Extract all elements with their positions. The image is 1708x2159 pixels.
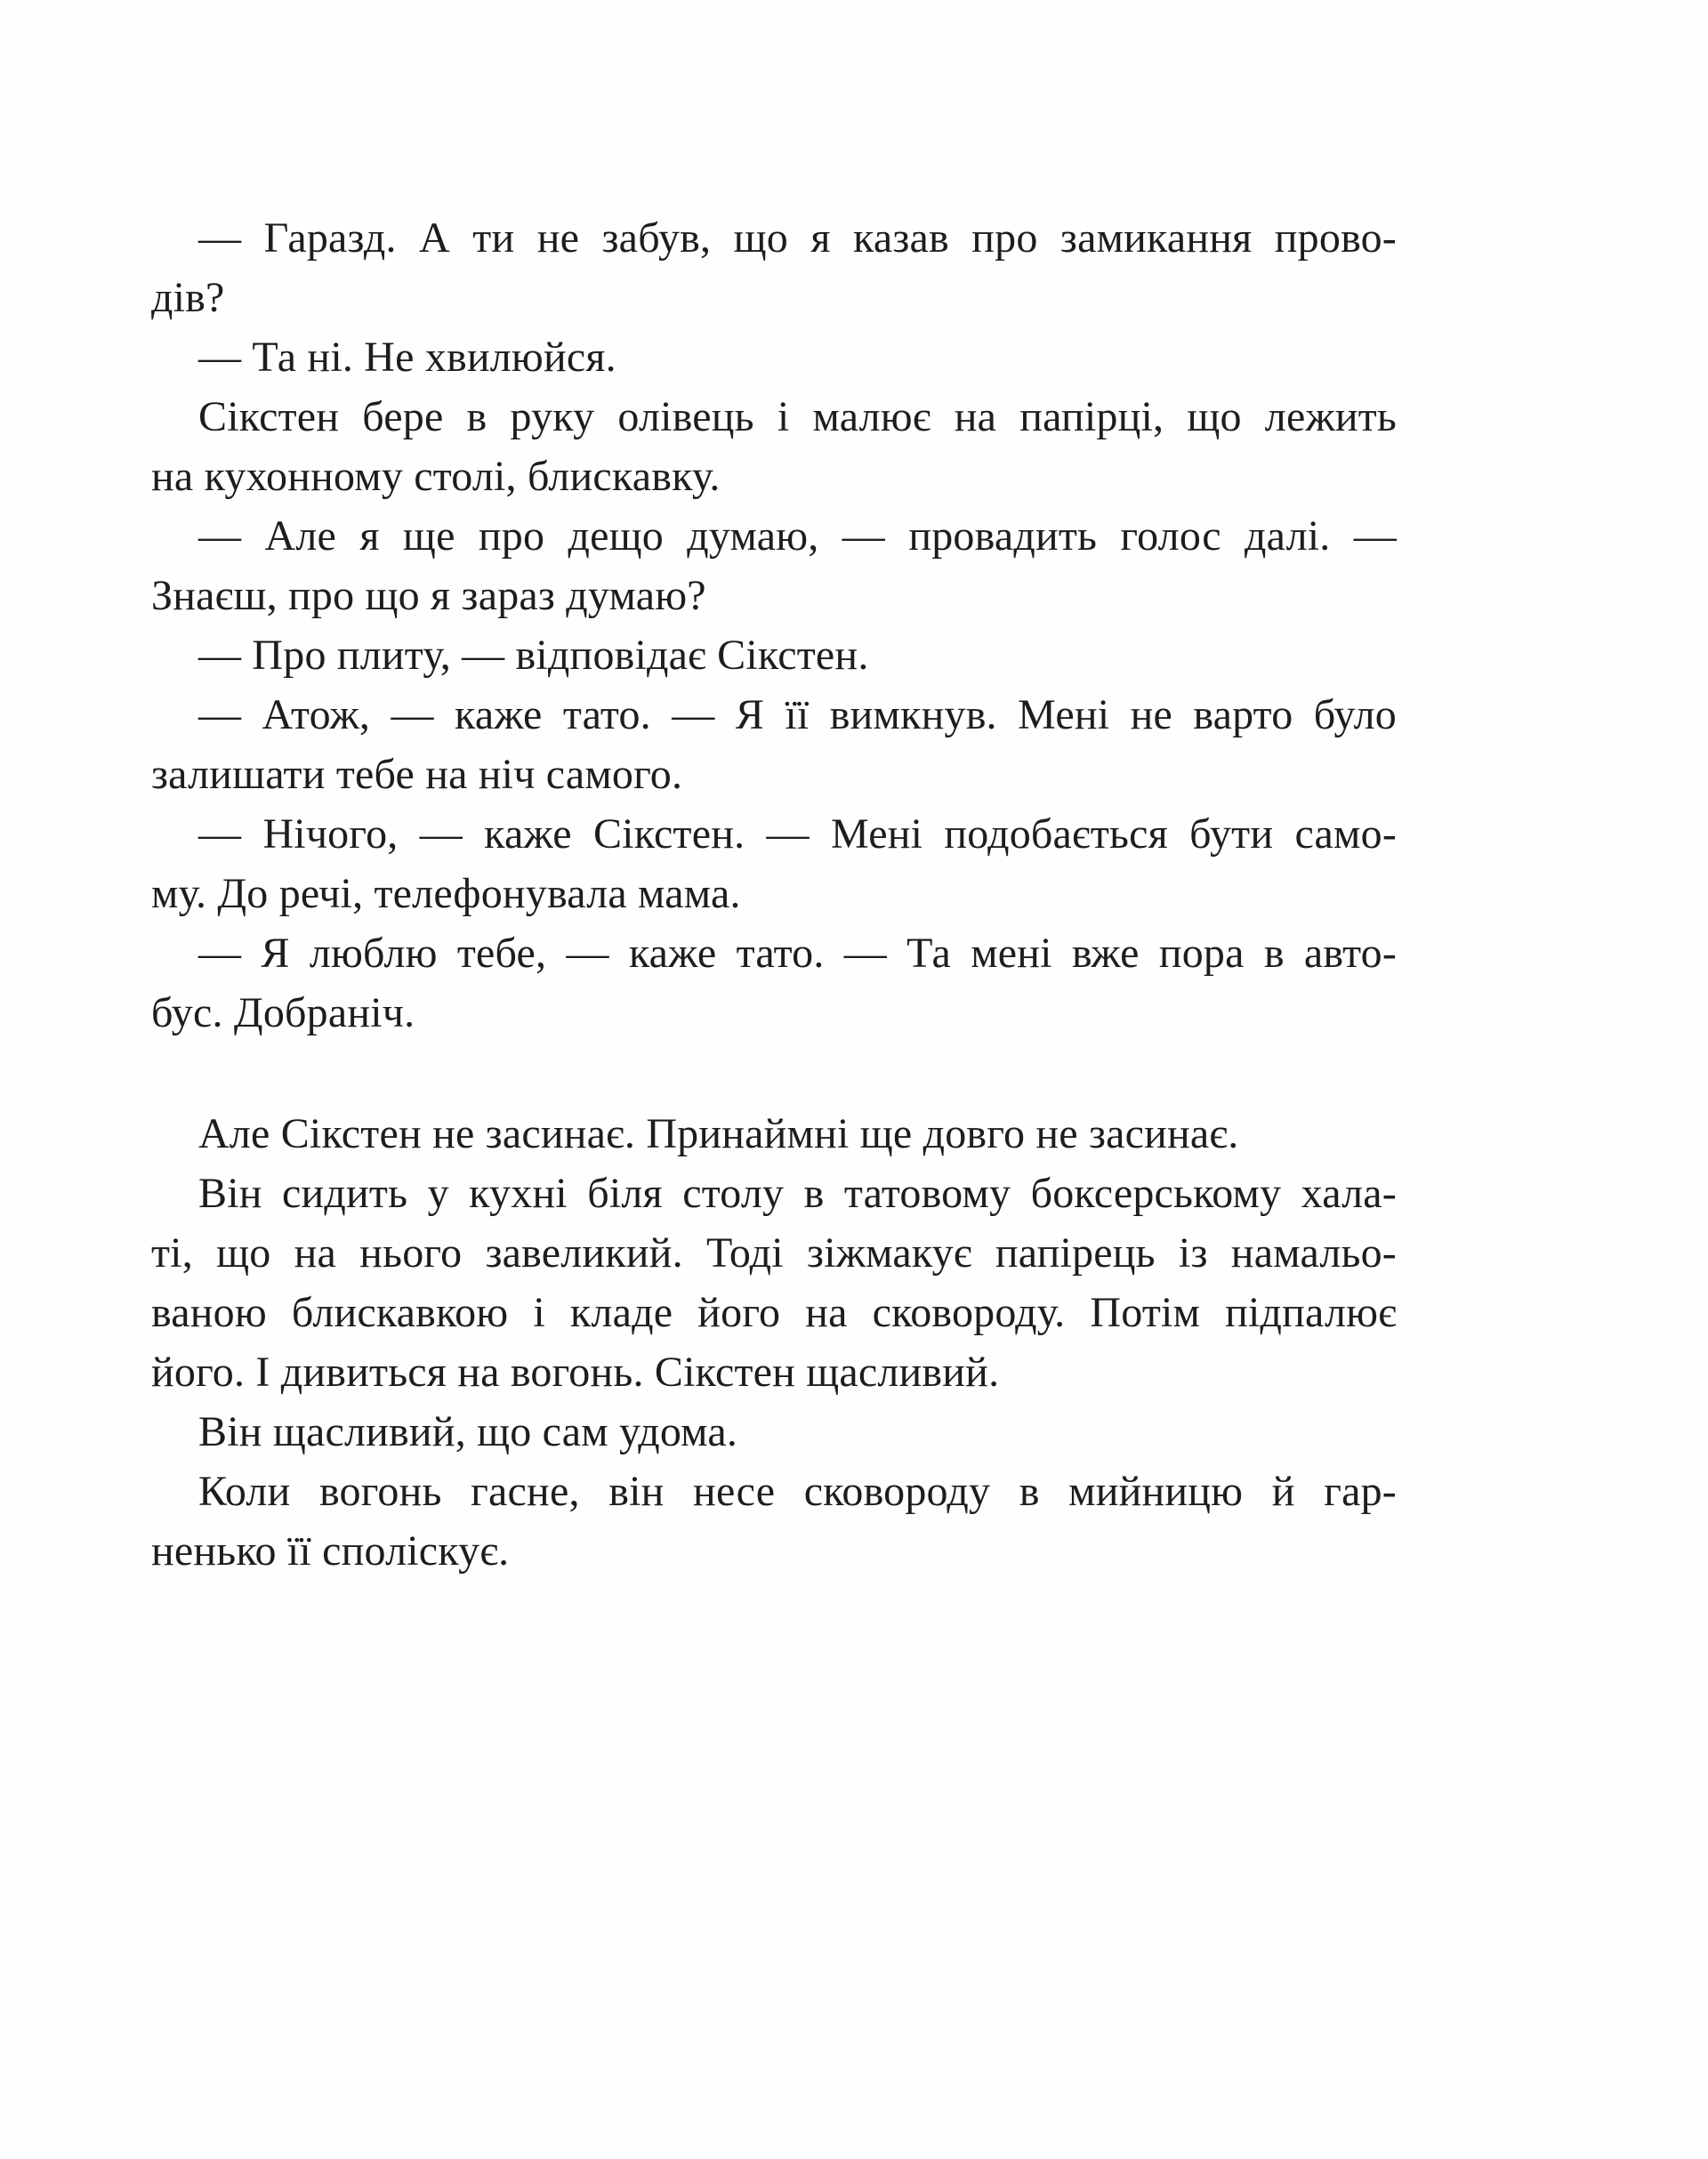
text-line: ненько її споліскує. [151, 1527, 510, 1575]
text-line: — Та ні. Не хвилюйся. [198, 334, 616, 381]
text-line: му. До речі, телефонувала мама. [151, 870, 741, 917]
text-block [151, 208, 1397, 1581]
text-line: — Про плиту, — відповідає Сікстен. [198, 632, 869, 679]
text-line: Але Сікстен не засинає. Принаймні ще довго не засинає. [198, 1110, 1239, 1157]
text-line: Сікстен бере в руку олівець і малює на папірці, що лежить [198, 393, 1397, 440]
text-line: на кухонному столі, блискавку. [151, 453, 721, 500]
text-line: Коли вогонь гасне, він несе сковороду в мийницю й гар- [198, 1468, 1397, 1515]
text-line: — Я люблю тебе, — каже тато. — Та мені вже пора в авто- [198, 930, 1397, 977]
text-line: бус. Добраніч. [151, 989, 415, 1036]
text-line: його. І дивиться на вогонь. Сікстен щасливий. [151, 1349, 1000, 1396]
text-line: Він сидить у кухні біля столу в татовому боксерському хала- [198, 1170, 1397, 1217]
text-line: — Гаразд. А ти не забув, що я казав про замикання прово- [198, 214, 1397, 262]
text-line: дів? [151, 274, 225, 321]
text-line: ваною блискавкою і кладе його на сковороду. Потім підпалює [151, 1289, 1397, 1336]
text-line: — Нічого, — каже Сікстен. — Мені подобається бути само- [198, 810, 1397, 858]
text-line: Він щасливий, що сам удома. [198, 1408, 738, 1455]
text-line: — Атож, — каже тато. — Я її вимкнув. Мені не варто було [198, 691, 1397, 738]
text-line: Знаєш, про що я зараз думаю? [151, 572, 706, 619]
text-line: залишати тебе на ніч самого. [151, 751, 683, 798]
text-line: — Але я ще про дещо думаю, — провадить голос далі. — [198, 512, 1397, 560]
text-line: ті, що на нього завеликий. Тоді зіжмакує папірець із намальо- [151, 1229, 1397, 1277]
